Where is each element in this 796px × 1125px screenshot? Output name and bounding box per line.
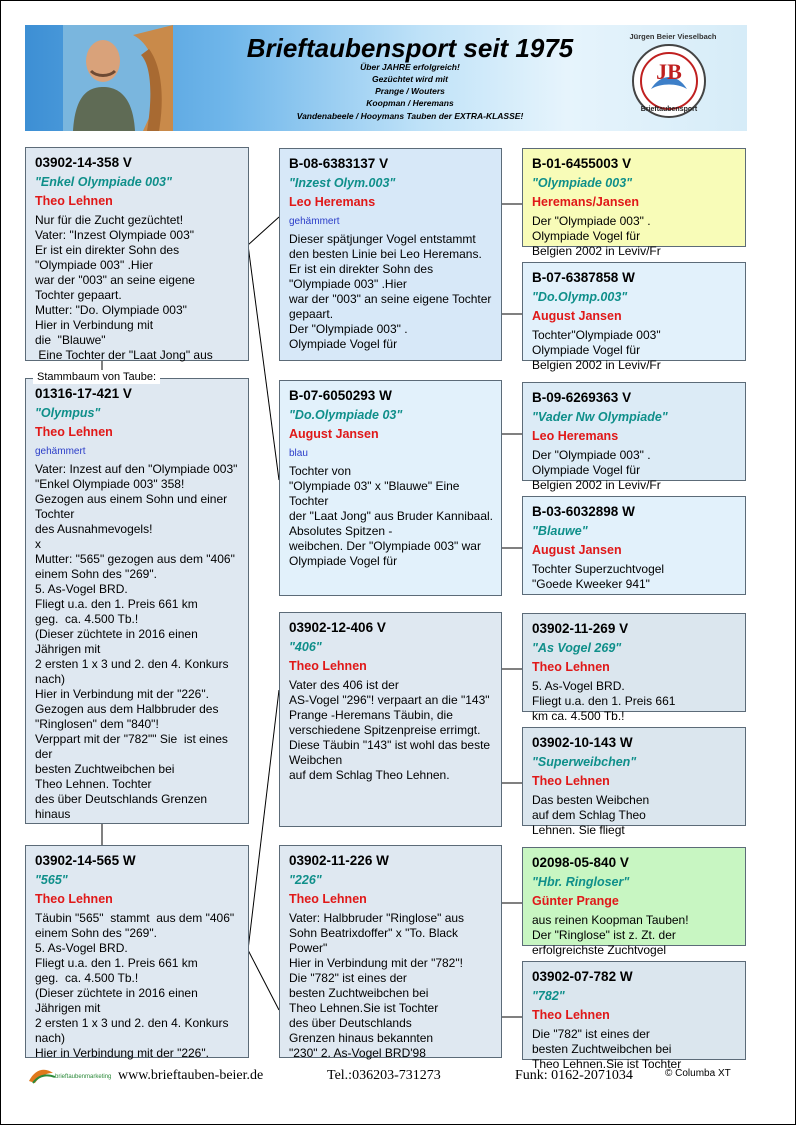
mmm-ring-number: 03902-07-782 W — [532, 969, 633, 984]
mf-name: "406" — [289, 640, 322, 654]
footer-phone: Tel.:036203-731273 — [327, 1068, 441, 1083]
banner-tagline-3: Prange / Wouters — [375, 86, 445, 96]
mfm-name: "Superweibchen" — [532, 755, 637, 769]
card-mmm[interactable] — [522, 961, 746, 1071]
father-ring-number: 03902-14-358 V — [35, 155, 132, 170]
card-main-pigeon[interactable] — [25, 378, 249, 824]
marketing-logo-icon — [27, 1065, 112, 1085]
mm-name: "226" — [289, 873, 322, 887]
footer-website-link[interactable]: www.brieftauben-beier.de — [118, 1068, 264, 1083]
mmm-breeder: Theo Lehnen — [532, 1008, 610, 1022]
card-father[interactable] — [25, 147, 249, 361]
mmf-ring-number: 02098-05-840 V — [532, 855, 629, 870]
card-mother-mother[interactable] — [279, 845, 502, 1058]
fmm-ring-number: B-03-6032898 W — [532, 504, 635, 519]
fff-ring-number: B-01-6455003 V — [532, 156, 632, 171]
card-fmf[interactable] — [522, 382, 746, 492]
main-color: gehämmert — [35, 446, 86, 457]
logo-text: Brieftaubensport — [640, 106, 698, 113]
fm-color: blau — [289, 448, 308, 459]
banner-tagline-4: Koopman / Heremans — [366, 98, 454, 108]
fmm-breeder: August Jansen — [532, 543, 622, 557]
ff-color: gehämmert — [289, 216, 340, 227]
fm-ring-number: B-07-6050293 W — [289, 388, 392, 403]
father-description: Nur für die Zucht gezüchtet! Vater: "Inzest Olympiade 003" Er ist ein direkter Sohn des "Olympiade 003" .Hier war der "003" an seine eigene Tochter gepaart. Mutter: "Do. Olympiade 003" Hier in Verbindung mit die "Blauwe" Eine Tochter der "Laat Jong" aus — [35, 213, 213, 362]
pedigree-label: Stammbaum von Taube: — [33, 370, 160, 384]
banner-breeder-name: Jürgen Beier Vieselbach — [629, 32, 717, 41]
mmm-name: "782" — [532, 989, 565, 1003]
card-father-father[interactable] — [279, 148, 502, 361]
footer-copyright: © Columba XT — [665, 1068, 731, 1079]
ff-ring-number: B-08-6383137 V — [289, 156, 389, 171]
mff-ring-number: 03902-11-269 V — [532, 621, 629, 636]
fmf-description: Der "Olympiade 003" . Olympiade Vogel für Belgien 2002 in Leviv/Fr — [532, 448, 661, 492]
fmm-description: Tochter Superzuchtvogel "Goede Kweeker 941" — [532, 562, 665, 591]
ff-breeder: Leo Heremans — [289, 195, 376, 209]
mother-breeder: Theo Lehnen — [35, 892, 113, 906]
mmf-name: "Hbr. Ringloser" — [532, 875, 630, 889]
fmf-ring-number: B-09-6269363 V — [532, 390, 632, 405]
mff-name: "As Vogel 269" — [532, 641, 622, 655]
ffm-description: Tochter"Olympiade 003" Olympiade Vogel für Belgien 2002 in Leviv/Fr — [532, 328, 661, 372]
mfm-ring-number: 03902-10-143 W — [532, 735, 633, 750]
ff-name: "Inzest Olym.003" — [289, 176, 396, 190]
ffm-ring-number: B-07-6387858 W — [532, 270, 635, 285]
mff-description: 5. As-Vogel BRD. Fliegt u.a. den 1. Preis 661 km ca. 4.500 Tb.! — [532, 679, 676, 723]
main-description: Vater: Inzest auf den "Olympiade 003" "Enkel Olympiade 003" 358! Gezogen aus einem Sohn und einer Tochter des Ausnahmevogels! x Mutter: "565" gezogen aus dem "406" einem Sohn des "269". 5. As-Vogel BRD. Fliegt u.a. den 1. Preis 661 km geg. ca. 4.500 Tb.! (Dieser züchtete in 2016 einen Jährigen mit 2 ersten 1 x 3 und 2. den 4. Konkurs nach) Hier in Verbindung mit der "226". Gezogen aus dem Halbbruder des "Ringlosen" dem "840"! Verppart mit der "782"" Sie ist eines der besten Zuchtweibchen bei Theo Lehnen. Tochter des über Deutschlands Grenzen hinaus — [35, 462, 238, 821]
main-name: "Olympus" — [35, 406, 101, 420]
ff-description: Dieser spätjunger Vogel entstammt den besten Linie bei Leo Heremans. Er ist ein direkter Sohn des "Olympiade 003" .Hier war der "003" an seine eigene Tochter gepaart. Der "Olympiade 003" . Olympiade Vogel für — [289, 232, 492, 351]
mother-name: "565" — [35, 873, 68, 887]
mff-breeder: Theo Lehnen — [532, 660, 610, 674]
mmf-breeder: Günter Prange — [532, 894, 619, 908]
footer-mobile: Funk: 0162-2071034 — [515, 1068, 633, 1083]
fm-breeder: August Jansen — [289, 427, 379, 441]
mm-description: Vater: Halbbruder "Ringlose" aus Sohn Beatrixdoffer" x "To. Black Power" Hier in Verbindung mit der "782"! Die "782" ist eines der besten Zuchtweibchen bei Theo Lehnen.Sie ist Tochter des über Deutschlands Grenzen hinaus bekannten "230" 2. As-Vogel BRD'98 — [289, 911, 465, 1060]
ffm-name: "Do.Olymp.003" — [532, 290, 628, 304]
mmm-description: Die "782" ist eines der besten Zuchtweibchen bei Theo Lehnen.Sie ist Tochter — [532, 1027, 682, 1071]
marketing-logo-text: brieftaubenmarketing — [55, 1074, 112, 1080]
banner-title: Brieftaubensport seit 1975 — [246, 33, 574, 63]
card-mother[interactable] — [25, 845, 249, 1058]
mf-breeder: Theo Lehnen — [289, 659, 367, 673]
father-breeder: Theo Lehnen — [35, 194, 113, 208]
mfm-breeder: Theo Lehnen — [532, 774, 610, 788]
fmf-breeder: Leo Heremans — [532, 429, 619, 443]
mother-ring-number: 03902-14-565 W — [35, 853, 136, 868]
fff-description: Der "Olympiade 003" . Olympiade Vogel für Belgien 2002 in Leviv/Fr — [532, 214, 661, 258]
banner-tagline-2: Gezüchtet wird mit — [371, 74, 449, 84]
fmm-name: "Blauwe" — [532, 524, 588, 538]
mfm-description: Das besten Weibchen auf dem Schlag Theo Lehnen. Sie fliegt — [532, 793, 650, 837]
logo-initials: JB — [656, 59, 682, 84]
banner-tagline-5: Vandenabeele / Hooymans Tauben der EXTRA-KLASSE! — [296, 111, 524, 121]
father-name: "Enkel Olympiade 003" — [35, 175, 172, 189]
mf-description: Vater des 406 ist der AS-Vogel "296"! verpaart an die "143" Prange -Heremans Täubin, die verschiedene Spitzenpreise errimgt. Diese Täubin "143" ist wohl das beste Weibchen auf dem Schlag Theo Lehnen. — [289, 678, 491, 782]
mother-description: Täubin "565" stammt aus dem "406" einem Sohn des "269". 5. As-Vogel BRD. Fliegt u.a. den 1. Preis 661 km geg. ca. 4.500 Tb.! (Dieser züchtete in 2016 einen Jährigen mit 2 ersten 1 x 3 und 2. den 4. Konkurs nach) Hier in Verbindung mit der "226". — [35, 911, 235, 1060]
fmf-name: "Vader Nw Olympiade" — [532, 410, 668, 424]
ffm-breeder: August Jansen — [532, 309, 622, 323]
mm-ring-number: 03902-11-226 W — [289, 853, 389, 868]
card-fmm[interactable] — [522, 496, 746, 595]
card-mmf[interactable] — [522, 847, 746, 957]
banner-tagline-1: Über JAHRE erfolgreich! — [360, 62, 460, 72]
mf-ring-number: 03902-12-406 V — [289, 620, 386, 635]
card-father-mother[interactable] — [279, 380, 502, 596]
main-breeder: Theo Lehnen — [35, 425, 113, 439]
mmf-description: aus reinen Koopman Tauben! Der "Ringlose" ist z. Zt. der erfolgreichste Zuchtvogel — [532, 913, 689, 957]
card-ffm[interactable] — [522, 262, 746, 372]
card-mfm[interactable] — [522, 727, 746, 837]
fff-breeder: Heremans/Jansen — [532, 195, 640, 209]
card-mother-father[interactable] — [279, 612, 502, 827]
fm-name: "Do.Olympiade 03" — [289, 408, 403, 422]
main-ring-number: 01316-17-421 V — [35, 386, 132, 401]
fff-name: "Olympiade 003" — [532, 176, 633, 190]
card-mff[interactable] — [522, 613, 746, 723]
mm-breeder: Theo Lehnen — [289, 892, 367, 906]
card-fff[interactable] — [522, 148, 746, 258]
fm-description: Tochter von "Olympiade 03" x "Blauwe" Eine Tochter der "Laat Jong" aus Bruder Kannibaal. Absolutes Spitzen - weibchen. Der "Olympiade 003" war Olympiade Vogel für — [289, 464, 493, 568]
